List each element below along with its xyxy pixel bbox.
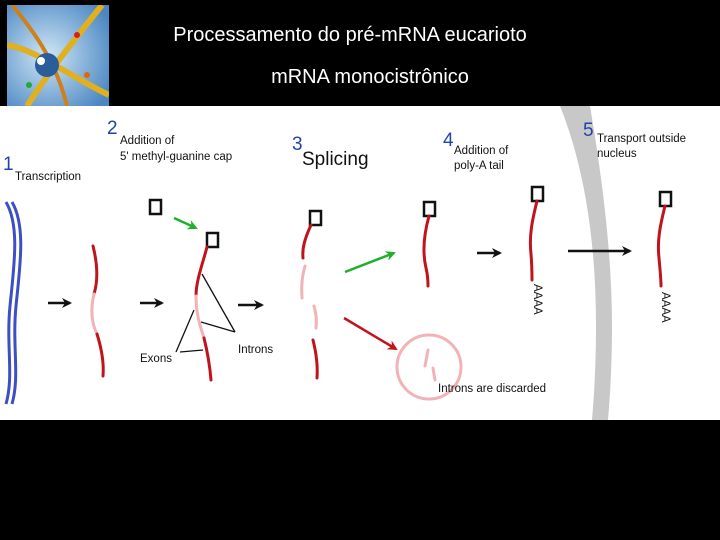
guanine-cap-transported	[660, 192, 671, 206]
guanine-cap-splicing	[310, 211, 321, 225]
step-1-label: Transcription	[15, 171, 82, 183]
step-5-label-line1: Transport outside	[597, 133, 687, 145]
guanine-cap-attached	[207, 233, 218, 247]
poly-a-tail-step5: AAAA	[659, 292, 671, 323]
page-title: Processamento do pré-mRNA eucarioto	[173, 24, 527, 46]
guanine-cap-free	[150, 200, 161, 214]
introns-label: Introns	[238, 344, 274, 356]
exons-label: Exons	[140, 353, 172, 365]
mrna-processing-diagram	[0, 106, 720, 420]
guanine-cap-spliced	[424, 202, 435, 216]
page-subtitle: mRNA monocistrônico	[271, 66, 469, 88]
step-4-label-line2: poly-A tail	[454, 160, 504, 172]
step-2-label-line2: 5' methyl-guanine cap	[120, 151, 233, 163]
introns-discarded-label: Introns are discarded	[438, 383, 547, 395]
step-3-number: 3	[292, 134, 303, 155]
step-1-number: 1	[3, 154, 14, 175]
step-4-label-line1: Addition of	[454, 145, 509, 157]
step-3-label: Splicing	[302, 149, 369, 170]
poly-a-tail-step4: AAAA	[531, 284, 543, 315]
step-2-label-line1: Addition of	[120, 135, 175, 147]
step-4-number: 4	[443, 130, 454, 151]
step-2-number: 2	[107, 118, 118, 139]
step-5-label-line2: nucleus	[597, 148, 637, 160]
dna-helix-thumbnail	[7, 5, 109, 106]
guanine-cap-polya	[532, 187, 543, 201]
step-5-number: 5	[583, 120, 594, 141]
